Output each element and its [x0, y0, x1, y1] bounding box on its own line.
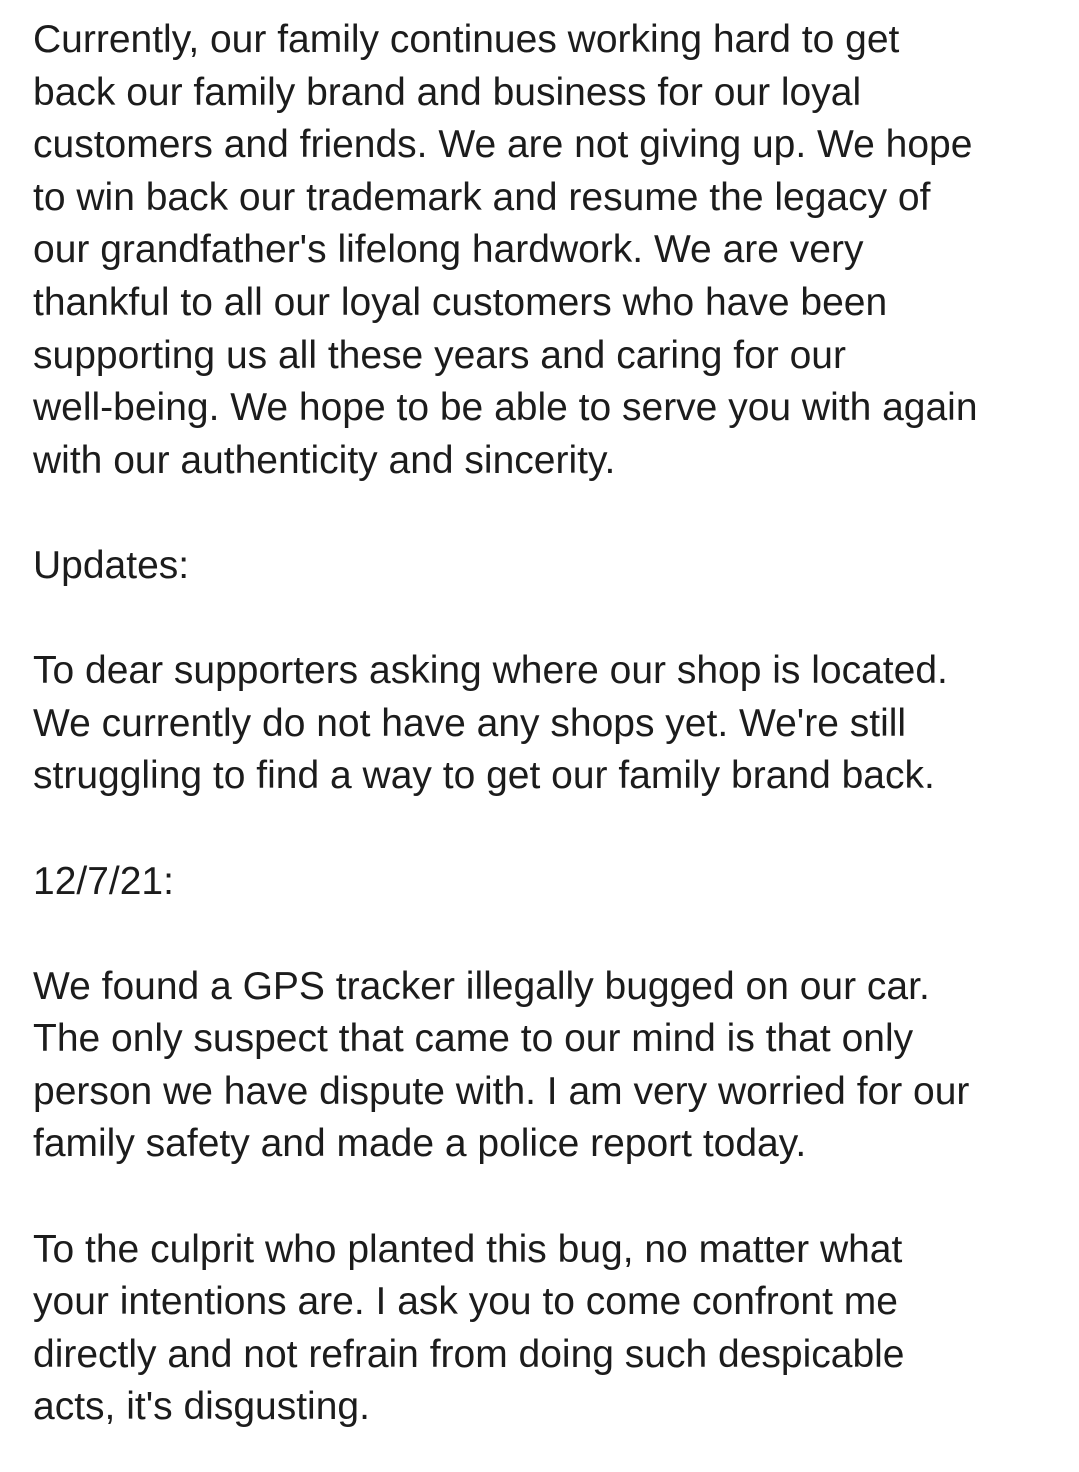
text-line: supporting us all these years and caring for our — [33, 333, 846, 377]
text-line: directly and not refrain from doing such despicable — [33, 1332, 905, 1376]
paragraph-intro — [33, 14, 1063, 487]
paragraph-culprit — [33, 1224, 1063, 1434]
text-line: person we have dispute with. I am very worried for our — [33, 1069, 970, 1113]
text-line: We found a GPS tracker illegally bugged on our car. — [33, 964, 930, 1008]
text-line: Currently, our family continues working hard to get — [33, 18, 900, 61]
text-line: well-being. We hope to be able to serve you with again — [33, 386, 978, 430]
text-line: your intentions are. I ask you to come confront me — [33, 1280, 898, 1324]
text-line: Updates: — [33, 543, 190, 587]
text-line: to win back our trademark and resume the legacy of — [33, 175, 931, 219]
text-line: We currently do not have any shops yet. We're still — [33, 701, 907, 745]
date-heading — [33, 856, 1063, 909]
post-body — [33, 14, 1063, 1434]
text-line: To dear supporters asking where our shop is located. — [33, 649, 948, 693]
text-line: struggling to find a way to get our family brand back. — [33, 754, 935, 798]
paragraph-shop-location — [33, 645, 1063, 803]
text-line: To the culprit who planted this bug, no matter what — [33, 1227, 903, 1271]
text-line: thankful to all our loyal customers who have been — [33, 280, 888, 324]
paragraph-gps-tracker — [33, 961, 1063, 1171]
updates-heading — [33, 540, 1063, 593]
text-line: 12/7/21: — [33, 859, 174, 903]
text-line: back our family brand and business for our loyal — [33, 70, 862, 114]
text-line: customers and friends. We are not giving up. We hope — [33, 123, 973, 167]
text-line: family safety and made a police report today. — [33, 1122, 807, 1166]
text-line: The only suspect that came to our mind is that only — [33, 1017, 914, 1061]
text-line: with our authenticity and sincerity. — [33, 438, 616, 482]
text-line: acts, it's disgusting. — [33, 1385, 370, 1429]
text-line: our grandfather's lifelong hardwork. We are very — [33, 228, 864, 272]
